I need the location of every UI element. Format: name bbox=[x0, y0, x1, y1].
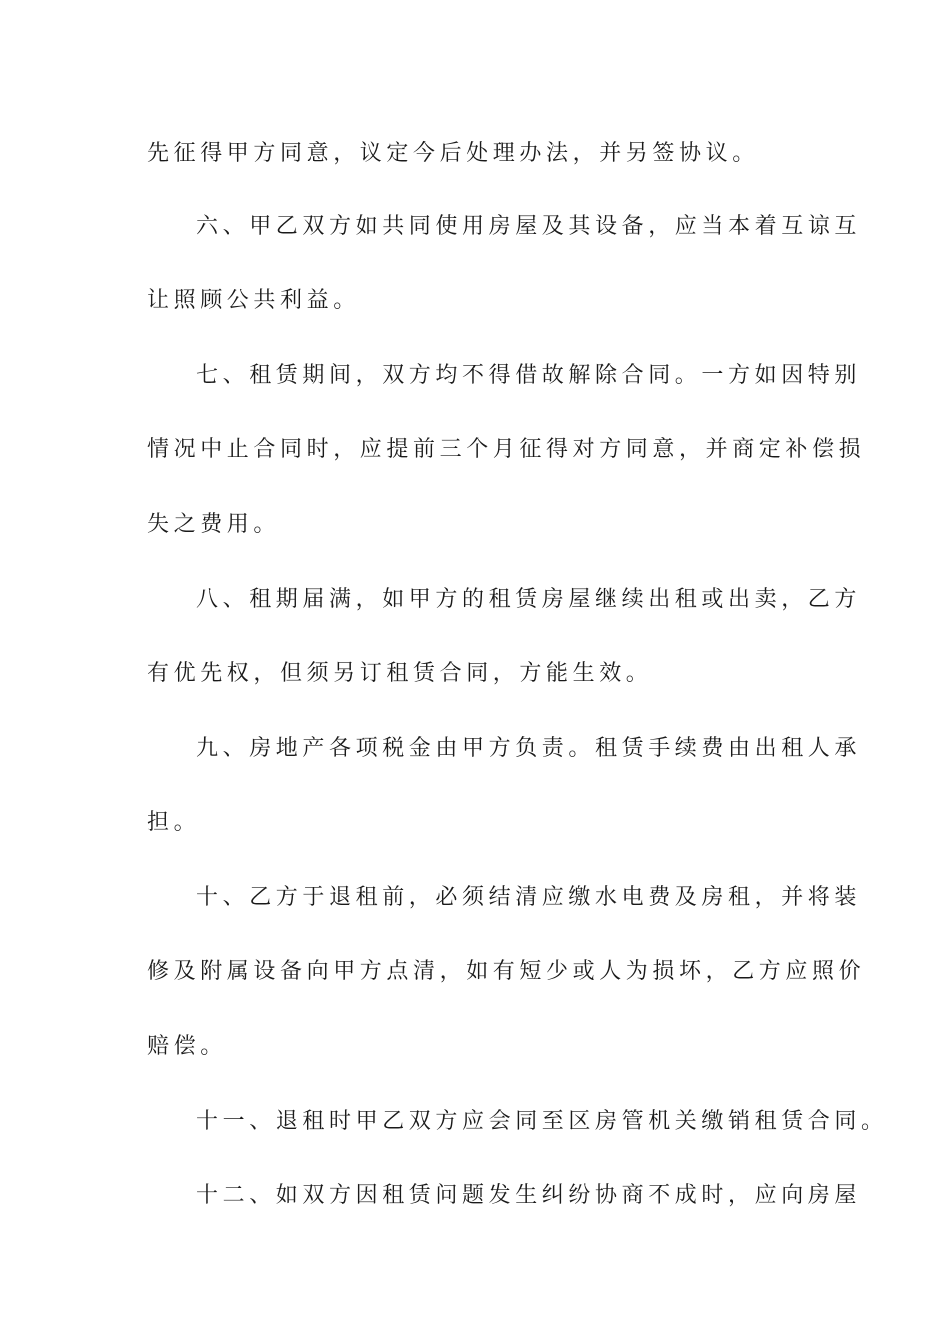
clause-9-line-1: 九、房地产各项税金由甲方负责。租赁手续费由出租人承 bbox=[196, 736, 862, 761]
clause-6-line-2: 让照顾公共利益。 bbox=[147, 288, 360, 313]
clause-7-line-2: 情况中止合同时，应提前三个月征得对方同意，并商定补偿损 bbox=[147, 437, 866, 462]
clause-10-line-3: 赔偿。 bbox=[147, 1034, 227, 1059]
clause-8-line-1: 八、租期届满，如甲方的租赁房屋继续出租或出卖，乙方 bbox=[196, 587, 862, 612]
clause-9-line-2: 担。 bbox=[147, 810, 201, 835]
clause-7-line-1: 七、租赁期间，双方均不得借故解除合同。一方如因特别 bbox=[196, 363, 862, 388]
clause-6-line-1: 六、甲乙双方如共同使用房屋及其设备，应当本着互谅互 bbox=[196, 214, 862, 239]
clause-10-line-1: 十、乙方于退租前，必须结清应缴水电费及房租，并将装 bbox=[196, 885, 862, 910]
clause-12-line-1: 十二、如双方因租赁问题发生纠纷协商不成时，应向房屋 bbox=[196, 1183, 862, 1208]
clause-10-line-2: 修及附属设备向甲方点清，如有短少或人为损坏，乙方应照价 bbox=[147, 959, 866, 984]
clause-7-line-3: 失之费用。 bbox=[147, 512, 281, 537]
text-line: 先征得甲方同意，议定今后处理办法，并另签协议。 bbox=[147, 141, 759, 166]
clause-11-line-1: 十一、退租时甲乙双方应会同至区房管机关缴销租赁合同。 bbox=[196, 1109, 888, 1134]
clause-8-line-2: 有优先权，但须另订租赁合同，方能生效。 bbox=[147, 661, 653, 686]
